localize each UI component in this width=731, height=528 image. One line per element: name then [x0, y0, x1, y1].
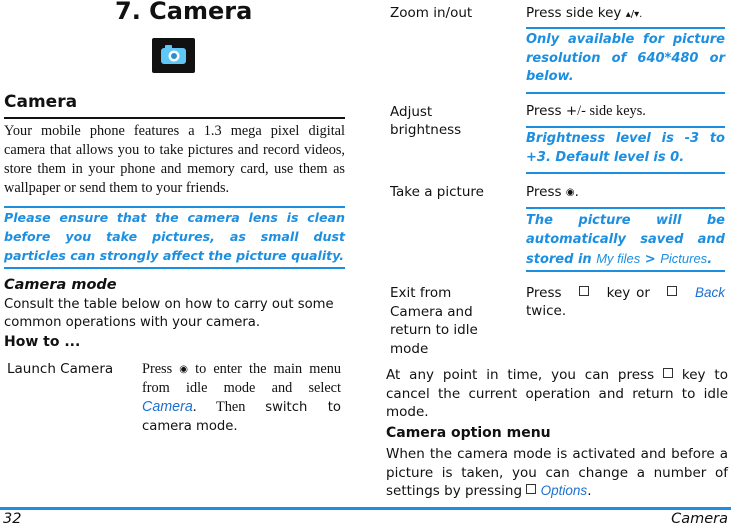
zoom-label: Zoom in/out [390, 5, 473, 21]
exit-label: Exit from Camera and return to idle mode [390, 285, 478, 357]
take-picture-text [526, 184, 579, 200]
my-files-link: My files [596, 251, 641, 266]
launch-text [142, 360, 341, 436]
brightness-text [526, 103, 646, 120]
footer-chapter: Camera [671, 511, 728, 527]
brightness-text-a: Press + [526, 103, 578, 119]
camera-icon [152, 38, 195, 73]
launch-text-c: . Then [192, 399, 246, 415]
pictures-link: Pictures [660, 251, 708, 266]
exit-text [526, 284, 725, 320]
option-menu-text [386, 445, 728, 501]
camera-mode-desc: Consult the table below on how to carry out some common operations with your camera. [4, 297, 334, 330]
camera-mode-heading: Camera mode [4, 277, 117, 293]
cancel-paragraph-b: key to cancel the current operation and return to idle mode. [386, 367, 728, 420]
ok-key-icon: ◉ [565, 187, 575, 198]
take-picture-text-b: . [574, 184, 579, 200]
cancel-paragraph [386, 366, 728, 422]
cancel-paragraph-a: At any point in time, you can press [386, 367, 655, 383]
path-separator: > [644, 252, 656, 267]
brightness-label: Adjust brightness [390, 104, 462, 138]
options-link: Options [540, 483, 588, 498]
section-title: Camera [4, 92, 78, 112]
section-rule [4, 117, 345, 119]
ok-key-icon: ◉ [179, 364, 189, 375]
launch-text-b: to enter the main menu from idle mode and select [142, 361, 341, 396]
brightness-note: Brightness level is -3 to +3. Default level is 0. [526, 131, 725, 165]
take-picture-label: Take a picture [390, 184, 484, 200]
brightness-text-b: /- side keys. [577, 103, 646, 119]
right-softkey-icon [663, 368, 673, 378]
launch-label: Launch Camera [7, 361, 114, 377]
brightness-note-rule-top [526, 126, 725, 128]
launch-text-a: Press [142, 361, 173, 377]
take-picture-note-rule-top [526, 207, 725, 209]
intro-note: Please ensure that the camera lens is clean before you take pictures, as small dust particles can strongly affect the picture quality. [4, 210, 345, 263]
camera-menu-link: Camera [142, 399, 193, 415]
exit-text-a: Press [526, 285, 562, 301]
right-softkey-icon [579, 286, 589, 296]
option-menu-heading: Camera option menu [386, 425, 551, 441]
left-softkey-icon [667, 286, 677, 296]
take-picture-note-end: . [707, 252, 713, 267]
take-picture-note [526, 211, 725, 269]
note-rule-bottom [4, 267, 345, 269]
zoom-note-rule-bottom [526, 92, 725, 94]
zoom-note: Only available for picture resolution of 640*480 or below. [526, 32, 725, 84]
footer-rule [0, 507, 731, 510]
left-softkey-icon [526, 484, 536, 494]
zoom-text [526, 5, 642, 21]
back-link: Back [695, 285, 726, 300]
brightness-note-rule-bottom [526, 172, 725, 174]
zoom-text-main: Press side key [526, 5, 622, 21]
option-menu-text-main: When the camera mode is activated and before a picture is taken, you can change a number of settings by pressing [386, 446, 728, 499]
zoom-note-rule-top [526, 27, 725, 29]
option-menu-end: . [587, 483, 592, 499]
intro-paragraph: Your mobile phone features a 1.3 mega pixel digital camera that allows you to take pictures and record videos, store them in your phone and memory card, use them as wallpaper or send them to your friends. [4, 123, 345, 196]
chapter-title: 7. Camera [115, 0, 253, 25]
page-number: 32 [3, 511, 22, 527]
take-picture-text-a: Press [526, 184, 562, 200]
exit-text-b: key or [606, 285, 650, 301]
exit-text-c: twice. [526, 303, 567, 319]
nav-up-down-icon: ▴/▾. [625, 9, 643, 20]
take-picture-note-rule-bottom [526, 270, 725, 272]
take-picture-note-a: The picture will be automatically saved and stored in [526, 213, 725, 267]
howto-heading: How to ... [4, 334, 81, 350]
launch-text-d: switch to camera mode. [142, 400, 341, 434]
